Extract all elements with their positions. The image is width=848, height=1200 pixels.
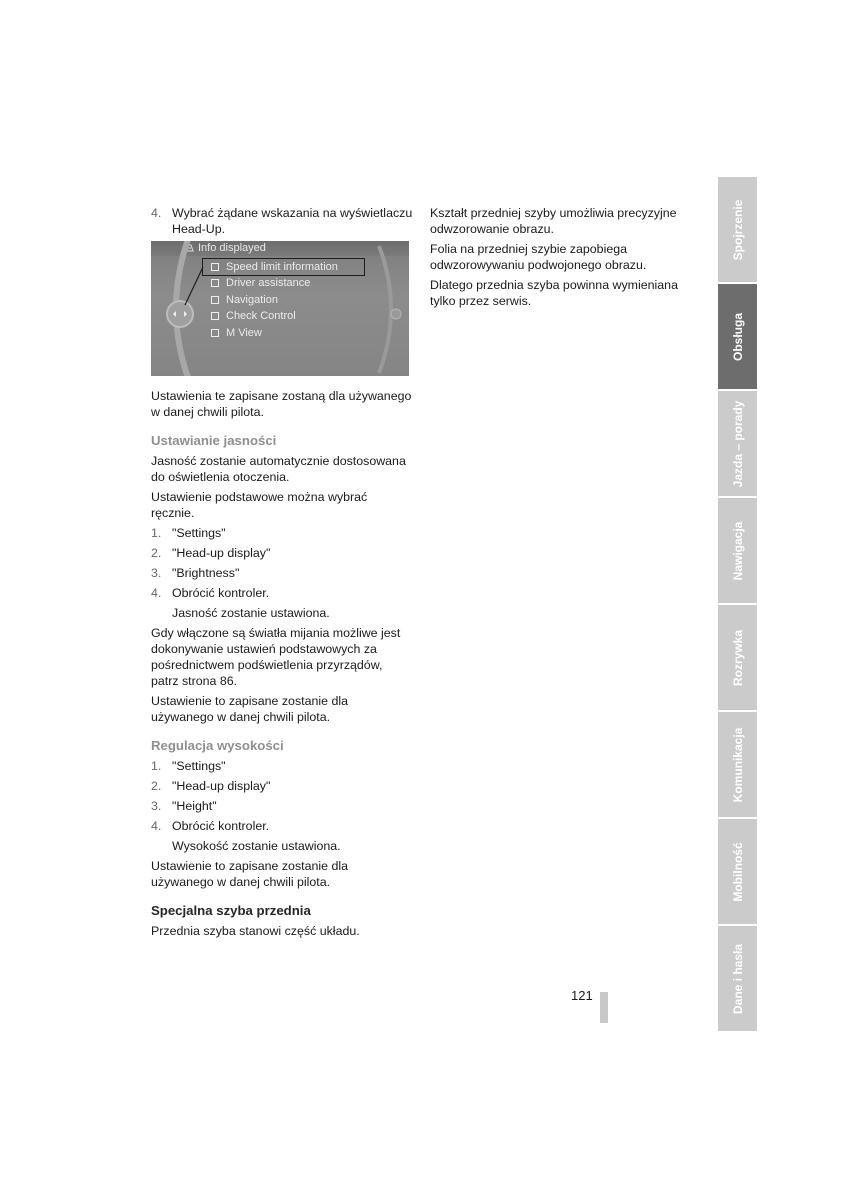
paragraph: Jasność zostanie automatycznie dostosowana do oświetlenia otoczenia. (151, 454, 406, 484)
paragraph: Gdy włączone są światła mijania możliwe jest dokonywanie ustawień podstawowych za pośrednictwem podświetlenia przyrządów, patrz strona 86. (151, 626, 401, 688)
menu-item-label: Driver assistance (226, 277, 311, 290)
head-up-display-screenshot (151, 241, 409, 376)
paragraph-settings-saved: Ustawienia te zapisane zostaną dla używanego w danej chwili pilota. (151, 389, 412, 419)
step-number: 1. (151, 526, 162, 540)
step-number: 3. (151, 799, 162, 813)
menu-item-label: M View (226, 326, 262, 339)
step-text: "Settings" (172, 759, 226, 773)
step-result: Wysokość zostanie ustawiona. (172, 839, 341, 853)
menu-item-label: Speed limit information (226, 261, 338, 273)
step-number: 4. (151, 819, 162, 833)
menu-item-label: Check Control (226, 310, 296, 323)
list-item (151, 525, 413, 541)
menu-item-check-control[interactable] (203, 308, 364, 324)
tab-label: Dane i hasła (730, 943, 745, 1014)
menu-item-driver-assistance[interactable] (203, 275, 364, 291)
checkbox-icon[interactable] (211, 296, 219, 304)
checkbox-icon[interactable] (211, 279, 219, 287)
step-text: Obrócić kontroler. (172, 819, 270, 833)
paragraph: Dlatego przednia szyba powinna wymieniana tylko przez serwis. (430, 278, 678, 308)
checkbox-icon[interactable] (211, 263, 219, 271)
tab-label: Spojrzenie (730, 199, 745, 260)
tab-rozrywka[interactable] (718, 605, 757, 710)
step-number: 3. (151, 566, 162, 580)
tab-label: Jazda – porady (730, 400, 745, 487)
screen-title: Info displayed (198, 242, 266, 254)
checkbox-icon[interactable] (211, 312, 219, 320)
list-item (151, 545, 413, 561)
step-text: Obrócić kontroler. (172, 586, 270, 600)
tab-obsluga[interactable] (718, 284, 757, 389)
paragraph: Ustawienie to zapisane zostanie dla używanego w danej chwili pilota. (151, 859, 348, 889)
tab-label: Mobilność (730, 841, 745, 902)
paragraph: Folia na przedniej szybie zapobiega odwzorowywaniu podwojonego obrazu. (430, 242, 647, 272)
tab-label: Komunikacja (730, 727, 745, 802)
step-number: 4. (151, 206, 162, 220)
page-number-bar (600, 992, 608, 1023)
menu-item-speed-limit-information[interactable] (203, 259, 364, 275)
tab-label: Rozrywka (730, 629, 745, 686)
paragraph: Przednia szyba stanowi część układu. (151, 924, 360, 938)
tab-label: Obsługa (730, 312, 745, 361)
checkbox-icon[interactable] (211, 329, 219, 337)
left-column (151, 205, 413, 943)
step-result: Jasność zostanie ustawiona. (172, 606, 330, 620)
list-item (151, 585, 413, 601)
chapter-tabs (718, 177, 757, 1033)
step-text: "Head-up display" (172, 779, 271, 793)
tab-label: Nawigacja (730, 521, 745, 580)
list-item (151, 778, 413, 794)
intro-step (151, 205, 413, 237)
step-text: "Brightness" (172, 566, 240, 580)
heading-special-windshield: Specjalna szyba przednia (151, 903, 311, 918)
step-text: "Height" (172, 799, 217, 813)
tab-dane-i-hasla[interactable] (718, 926, 757, 1031)
step-text: "Head-up display" (172, 546, 271, 560)
step-text: Wybrać żądane wskazania na wyświetlaczu Head-Up. (172, 206, 413, 236)
tab-mobilnosc[interactable] (718, 819, 757, 924)
tab-komunikacja[interactable] (718, 712, 757, 817)
paragraph: Ustawienie podstawowe można wybrać ręcznie. (151, 490, 368, 520)
heading-brightness: Ustawianie jasności (151, 433, 277, 448)
paragraph: Ustawienie to zapisane zostanie dla używanego w danej chwili pilota. (151, 694, 348, 724)
menu-item-label: Navigation (226, 293, 278, 306)
page-number: 121 (571, 988, 593, 1003)
step-number: 2. (151, 546, 162, 560)
step-number: 4. (151, 586, 162, 600)
tab-jazda-porady[interactable] (718, 391, 757, 496)
info-menu (203, 259, 364, 341)
menu-item-navigation[interactable] (203, 292, 364, 308)
heading-height: Regulacja wysokości (151, 738, 284, 753)
step-number: 1. (151, 759, 162, 773)
list-item (151, 798, 413, 814)
tab-nawigacja[interactable] (718, 498, 757, 603)
list-item (151, 565, 413, 581)
tab-spojrzenie[interactable] (718, 177, 757, 282)
right-column (430, 205, 685, 313)
list-item (151, 758, 413, 774)
list-item (151, 818, 413, 834)
menu-item-m-view[interactable] (203, 325, 364, 341)
step-text: "Settings" (172, 526, 226, 540)
paragraph: Kształt przedniej szyby umożliwia precyzyjne odwzorowanie obrazu. (430, 206, 677, 236)
step-number: 2. (151, 779, 162, 793)
